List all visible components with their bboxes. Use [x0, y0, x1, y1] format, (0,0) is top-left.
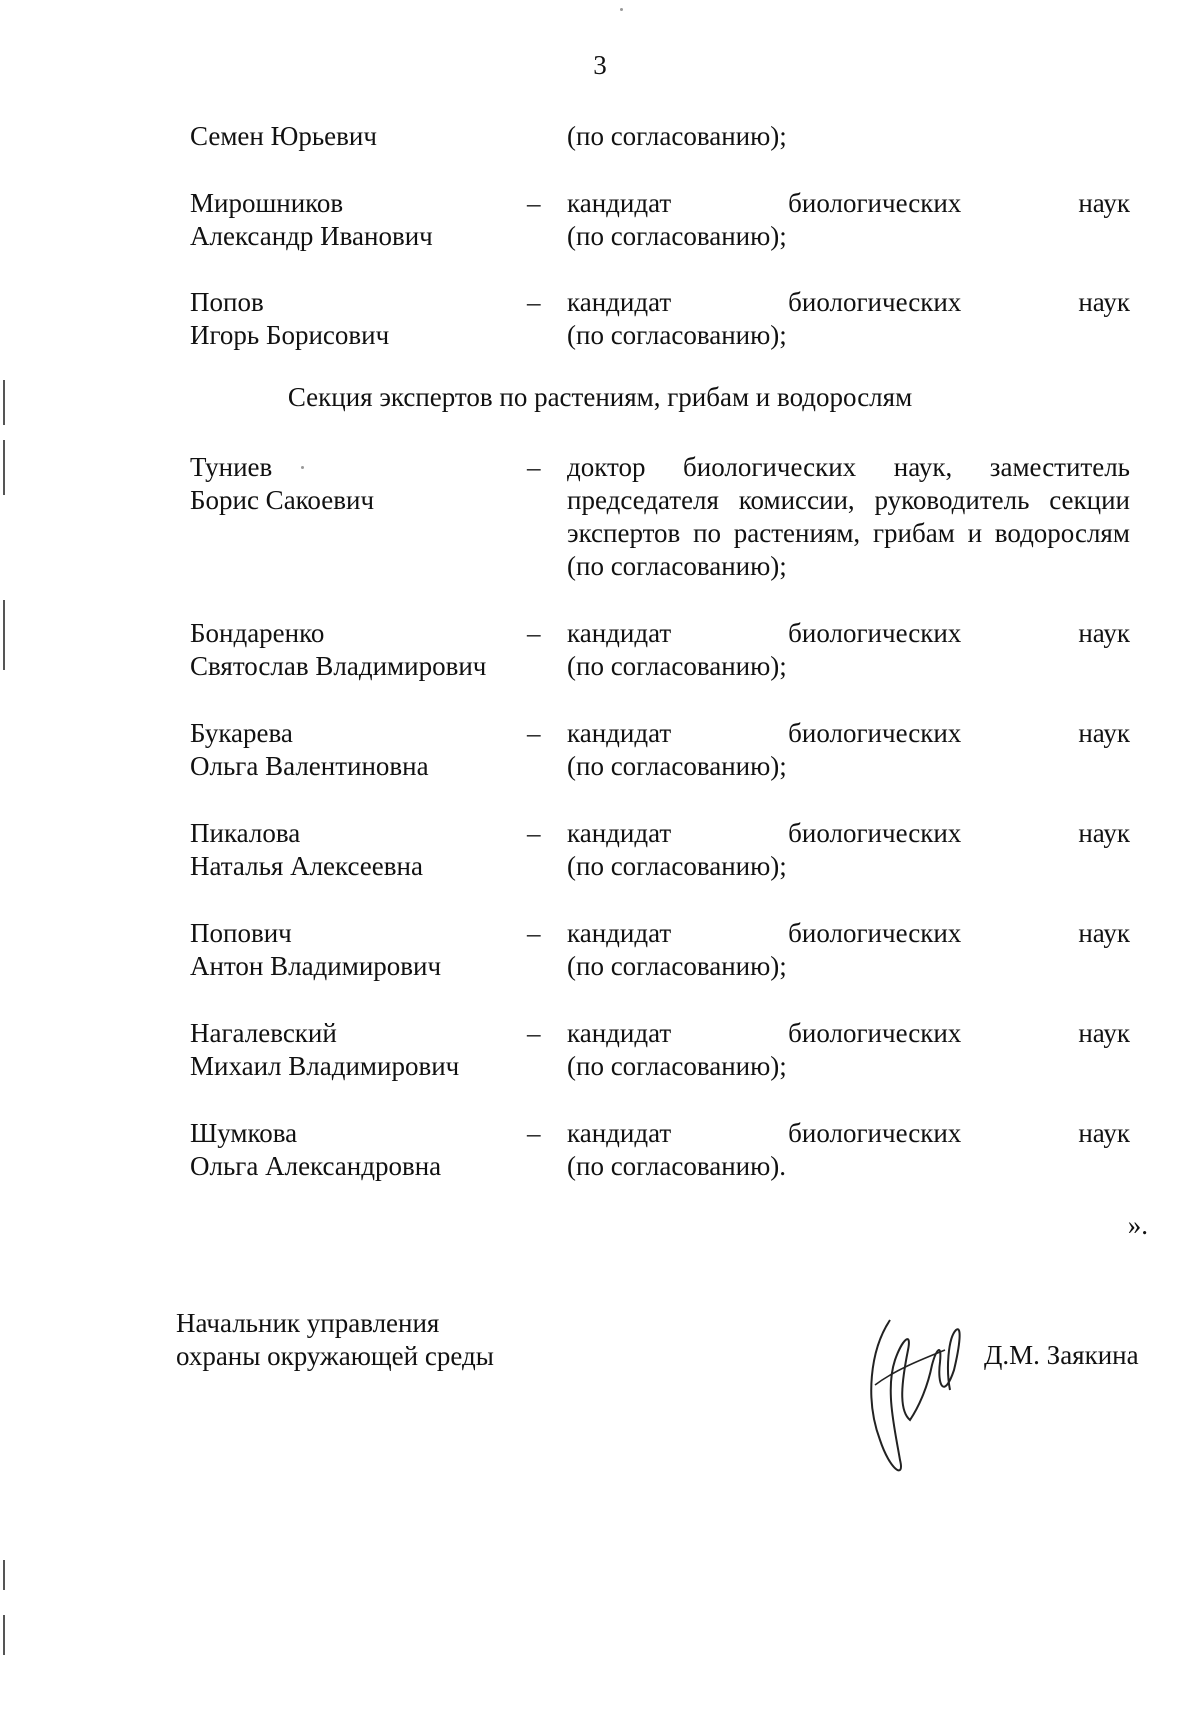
- member-name-line: Семен Юрьевич: [190, 121, 377, 151]
- member-name: [190, 451, 520, 517]
- member-description-line: (по согласованию);: [567, 651, 787, 681]
- member-description-line: [567, 1117, 1130, 1150]
- member-description-line: [567, 187, 1130, 220]
- member-description: [567, 1017, 1130, 1083]
- member-name: [190, 817, 520, 883]
- dash-separator: –: [527, 718, 541, 748]
- page-number: 3: [593, 50, 607, 80]
- member-description-line: (по согласованию);: [567, 951, 787, 981]
- signatory-name: Д.М. Заякина: [984, 1340, 1139, 1370]
- description-word: наук: [1078, 188, 1130, 218]
- member-description: [567, 617, 1130, 683]
- description-word: биологических: [788, 718, 962, 748]
- member-description-line: (по согласованию);: [567, 751, 787, 781]
- member-description: [567, 451, 1130, 583]
- member-description-line: (по согласованию).: [567, 1151, 787, 1181]
- signatory-title-line: Начальник управления: [176, 1308, 440, 1338]
- scan-margin-mark: [3, 600, 5, 670]
- description-word: биологических: [788, 918, 962, 948]
- member-name-line: Александр Иванович: [190, 221, 433, 251]
- member-name-line: Нагалевский: [190, 1018, 337, 1048]
- member-description: [567, 917, 1130, 983]
- description-word: биологических: [788, 287, 962, 317]
- member-name-line: Наталья Алексеевна: [190, 851, 423, 881]
- description-word: кандидат: [567, 618, 672, 648]
- member-name: [190, 286, 520, 352]
- description-word: и: [967, 518, 983, 548]
- member-description: [567, 817, 1130, 883]
- description-word: экспертов: [567, 518, 681, 548]
- member-description-line: [567, 484, 1130, 517]
- description-word: растениям,: [733, 518, 861, 548]
- member-name: [190, 1117, 520, 1183]
- member-name-line: Попович: [190, 918, 292, 948]
- dash-separator: –: [527, 818, 541, 848]
- member-description-line: [567, 817, 1130, 850]
- member-name-line: Попов: [190, 287, 264, 317]
- member-name-line: Михаил Владимирович: [190, 1051, 460, 1081]
- scan-margin-mark: [3, 380, 5, 425]
- member-name: [190, 187, 520, 253]
- description-word: наук: [1078, 718, 1130, 748]
- section-heading: Секция экспертов по растениям, грибам и водорослям: [287, 382, 913, 412]
- dash-separator: –: [527, 188, 541, 218]
- description-word: наук: [1078, 618, 1130, 648]
- description-word: кандидат: [567, 718, 672, 748]
- member-description-line: [567, 617, 1130, 650]
- member-description-line: [567, 717, 1130, 750]
- member-description-line: [567, 286, 1130, 319]
- scan-speck: [301, 466, 304, 469]
- description-word: кандидат: [567, 188, 672, 218]
- description-word: биологических: [788, 618, 962, 648]
- member-description-line: (по согласованию);: [567, 1051, 787, 1081]
- dash-separator: –: [527, 1118, 541, 1148]
- member-name-line: Борис Сакоевич: [190, 485, 375, 515]
- member-name-line: Игорь Борисович: [190, 320, 390, 350]
- description-word: кандидат: [567, 287, 672, 317]
- dash-separator: –: [527, 452, 541, 482]
- description-word: водорослям: [994, 518, 1130, 548]
- description-word: биологических: [788, 818, 962, 848]
- member-description-line: [567, 1017, 1130, 1050]
- scan-margin-mark: [3, 440, 5, 495]
- description-word: доктор: [567, 452, 646, 482]
- member-name: [190, 617, 520, 683]
- description-word: секции: [1049, 485, 1130, 515]
- member-description-line: (по согласованию);: [567, 320, 787, 350]
- description-word: кандидат: [567, 818, 672, 848]
- scan-margin-mark: [3, 1560, 5, 1590]
- member-name: [190, 1017, 520, 1083]
- member-name-line: Пикалова: [190, 818, 301, 848]
- description-word: наук: [1078, 818, 1130, 848]
- description-word: биологических: [683, 452, 857, 482]
- member-name-line: Ольга Валентиновна: [190, 751, 429, 781]
- description-word: по: [693, 518, 722, 548]
- closing-quote: ».: [1127, 1210, 1148, 1240]
- member-name: [190, 717, 520, 783]
- member-name: [190, 917, 520, 983]
- scan-margin-mark: [3, 1615, 5, 1655]
- dash-separator: –: [527, 918, 541, 948]
- member-description-line: (по согласованию);: [567, 121, 787, 151]
- description-word: биологических: [788, 188, 962, 218]
- member-description-line: (по согласованию);: [567, 221, 787, 251]
- member-description-line: [567, 917, 1130, 950]
- description-word: биологических: [788, 1118, 962, 1148]
- member-name-line: Туниев: [190, 452, 273, 482]
- member-description: [567, 717, 1130, 783]
- member-name-line: Антон Владимирович: [190, 951, 442, 981]
- description-word: руководитель: [874, 485, 1030, 515]
- description-word: кандидат: [567, 1018, 672, 1048]
- member-description: [567, 187, 1130, 253]
- description-word: наук: [1078, 1118, 1130, 1148]
- member-name: [190, 120, 520, 153]
- member-description-line: [567, 451, 1130, 484]
- member-name-line: Ольга Александровна: [190, 1151, 442, 1181]
- description-word: наук: [1078, 1018, 1130, 1048]
- member-name-line: Святослав Владимирович: [190, 651, 487, 681]
- description-word: комиссии,: [738, 485, 855, 515]
- member-description: [567, 1117, 1130, 1183]
- signatory-title: [176, 1307, 494, 1373]
- scan-speck: [620, 8, 623, 11]
- description-word: наук: [1078, 918, 1130, 948]
- member-description-line: (по согласованию);: [567, 851, 787, 881]
- member-name-line: Бондаренко: [190, 618, 325, 648]
- description-word: биологических: [788, 1018, 962, 1048]
- description-word: заместитель: [989, 452, 1130, 482]
- member-name-line: Букарева: [190, 718, 293, 748]
- description-word: кандидат: [567, 1118, 672, 1148]
- member-name-line: Шумкова: [190, 1118, 298, 1148]
- signatory-title-line: охраны окружающей среды: [176, 1341, 494, 1371]
- member-description-line: [567, 517, 1130, 550]
- dash-separator: –: [527, 1018, 541, 1048]
- member-description: [567, 120, 1130, 153]
- description-word: председателя: [567, 485, 719, 515]
- dash-separator: –: [527, 618, 541, 648]
- description-word: наук,: [893, 452, 953, 482]
- member-description: [567, 286, 1130, 352]
- dash-separator: –: [527, 287, 541, 317]
- handwritten-signature: [850, 1290, 980, 1490]
- description-word: кандидат: [567, 918, 672, 948]
- member-description-line: (по согласованию);: [567, 551, 787, 581]
- description-word: грибам: [872, 518, 955, 548]
- member-name-line: Мирошников: [190, 188, 344, 218]
- description-word: наук: [1078, 287, 1130, 317]
